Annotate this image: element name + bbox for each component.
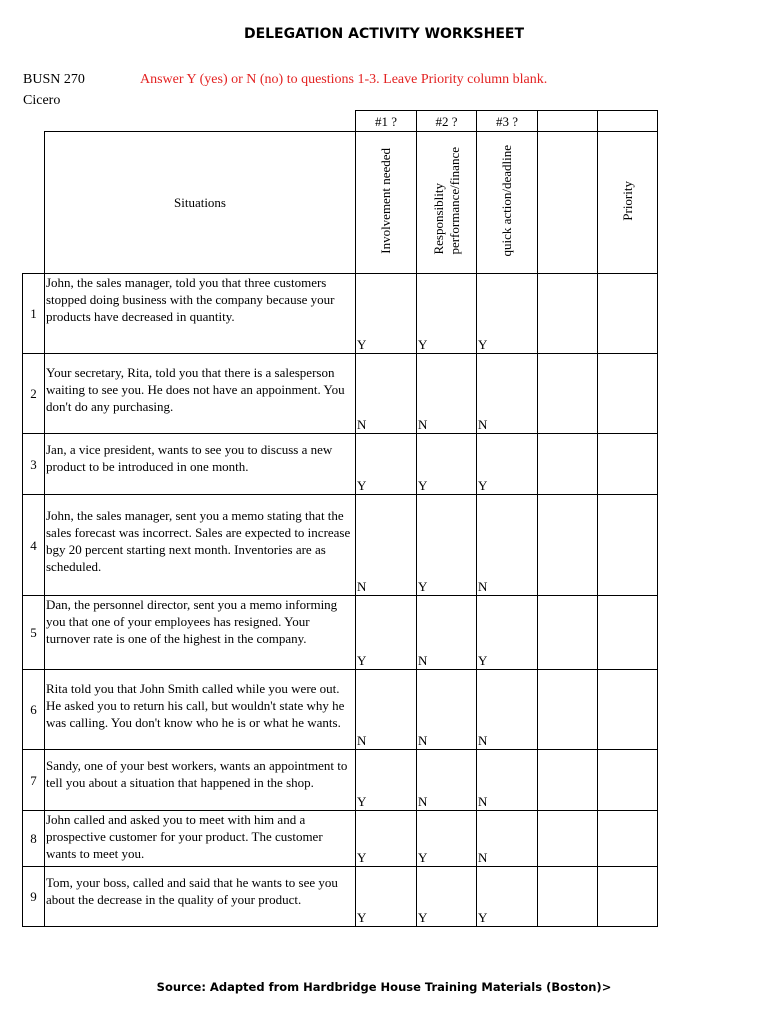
situation-text: Dan, the personnel director, sent you a memo informing you that one of your employees has resigned. Your turnover rate is one of the highest in the company. [45, 596, 356, 670]
blank-cell [538, 596, 598, 670]
priority-cell [598, 670, 658, 750]
priority-cell [598, 274, 658, 354]
q3-answer: Y [477, 596, 538, 670]
instructor-name: Cicero [23, 93, 61, 108]
table-row [23, 811, 658, 867]
priority-cell [598, 495, 658, 596]
q2-answer: Y [417, 274, 477, 354]
q3-answer: Y [477, 434, 538, 495]
q1-answer: N [356, 670, 417, 750]
row-number: 1 [23, 274, 45, 354]
situation-text: John, the sales manager, told you that three customers stopped doing business with the company because your products have decreased in quantity. [45, 274, 356, 354]
q1-answer: Y [356, 811, 417, 867]
blank-header [538, 111, 598, 132]
priority-cell [598, 867, 658, 927]
column-header-row [23, 132, 658, 274]
situation-text: John called and asked you to meet with him and a prospective customer for your product. The customer wants to meet you. [45, 811, 356, 867]
priority-cell [598, 750, 658, 811]
blank-cell [538, 670, 598, 750]
q1-answer: Y [356, 274, 417, 354]
q1-number-header: #1 ? [356, 111, 417, 132]
row-number: 4 [23, 495, 45, 596]
q1-header [356, 132, 417, 274]
table-row [23, 867, 658, 927]
row-number: 2 [23, 354, 45, 434]
blank-cell [538, 811, 598, 867]
row-number: 8 [23, 811, 45, 867]
priority-header [598, 132, 658, 274]
instruction-text: Answer Y (yes) or N (no) to questions 1-3. Leave Priority column blank. [140, 72, 548, 87]
blank-cell [538, 495, 598, 596]
priority-number-header [598, 111, 658, 132]
row-number: 7 [23, 750, 45, 811]
q2-answer: N [417, 596, 477, 670]
q2-answer: Y [417, 867, 477, 927]
q3-answer: N [477, 495, 538, 596]
priority-cell [598, 354, 658, 434]
table-row [23, 670, 658, 750]
q1-answer: Y [356, 750, 417, 811]
priority-header-label: Priority [619, 180, 635, 221]
q1-answer: Y [356, 434, 417, 495]
table-row [23, 495, 658, 596]
course-code: BUSN 270 [23, 72, 85, 87]
blank-cell [538, 274, 598, 354]
table-row [23, 434, 658, 495]
q1-answer: N [356, 495, 417, 596]
priority-cell [598, 811, 658, 867]
table-row [23, 596, 658, 670]
table-row [23, 274, 658, 354]
row-number: 3 [23, 434, 45, 495]
priority-cell [598, 434, 658, 495]
blank-cell [538, 434, 598, 495]
q2-header [417, 132, 477, 274]
q3-answer: Y [477, 274, 538, 354]
q3-number-header: #3 ? [477, 111, 538, 132]
q2-header-line1: Responsiblity [430, 182, 446, 255]
q2-answer: Y [417, 434, 477, 495]
blank-cell [538, 750, 598, 811]
q2-answer: N [417, 750, 477, 811]
question-number-row [23, 111, 658, 132]
row-number: 5 [23, 596, 45, 670]
row-number: 6 [23, 670, 45, 750]
q1-answer: Y [356, 867, 417, 927]
q2-header-line2: performance/finance [446, 146, 462, 255]
q2-answer: Y [417, 495, 477, 596]
blank-cell [538, 354, 598, 434]
q3-header [477, 132, 538, 274]
q3-header-label: quick action/deadline [499, 144, 514, 257]
q3-answer: N [477, 811, 538, 867]
situation-text: Tom, your boss, called and said that he wants to see you about the decrease in the quality of your product. [45, 867, 356, 927]
source-note: Source: Adapted from Hardbridge House Training Materials (Boston)> [156, 980, 612, 994]
q2-number-header: #2 ? [417, 111, 477, 132]
situation-text: Your secretary, Rita, told you that there is a salesperson waiting to see you. He does not have an appoinment. You don't do any purchasing. [45, 354, 356, 434]
table-row [23, 750, 658, 811]
situation-text: John, the sales manager, sent you a memo stating that the sales forecast was incorrect. Sales are expected to increase bgy 20 percent starting next month. Inventories are as scheduled. [45, 495, 356, 596]
row-number: 9 [23, 867, 45, 927]
q3-answer: N [477, 670, 538, 750]
blank-cell [538, 867, 598, 927]
q1-answer: Y [356, 596, 417, 670]
q1-answer: N [356, 354, 417, 434]
q2-answer: Y [417, 811, 477, 867]
q1-header-label: Involvement needed [378, 147, 393, 254]
q3-answer: N [477, 750, 538, 811]
situation-text: Jan, a vice president, wants to see you to discuss a new product to be introduced in one month. [45, 434, 356, 495]
worksheet-title: DELEGATION ACTIVITY WORKSHEET [243, 26, 525, 42]
q2-answer: N [417, 670, 477, 750]
delegation-table [22, 110, 658, 927]
situation-text: Sandy, one of your best workers, wants an appointment to tell you about a situation that happened in the shop. [45, 750, 356, 811]
q3-answer: N [477, 354, 538, 434]
table-row [23, 354, 658, 434]
situations-header: Situations [45, 132, 356, 274]
blank-column-header [538, 132, 598, 274]
situation-text: Rita told you that John Smith called while you were out. He asked you to return his call, but wouldn't state why he was calling. You don't know who he is or what he wants. [45, 670, 356, 750]
q2-header-label [431, 147, 463, 255]
priority-cell [598, 596, 658, 670]
q3-answer: Y [477, 867, 538, 927]
q2-answer: N [417, 354, 477, 434]
